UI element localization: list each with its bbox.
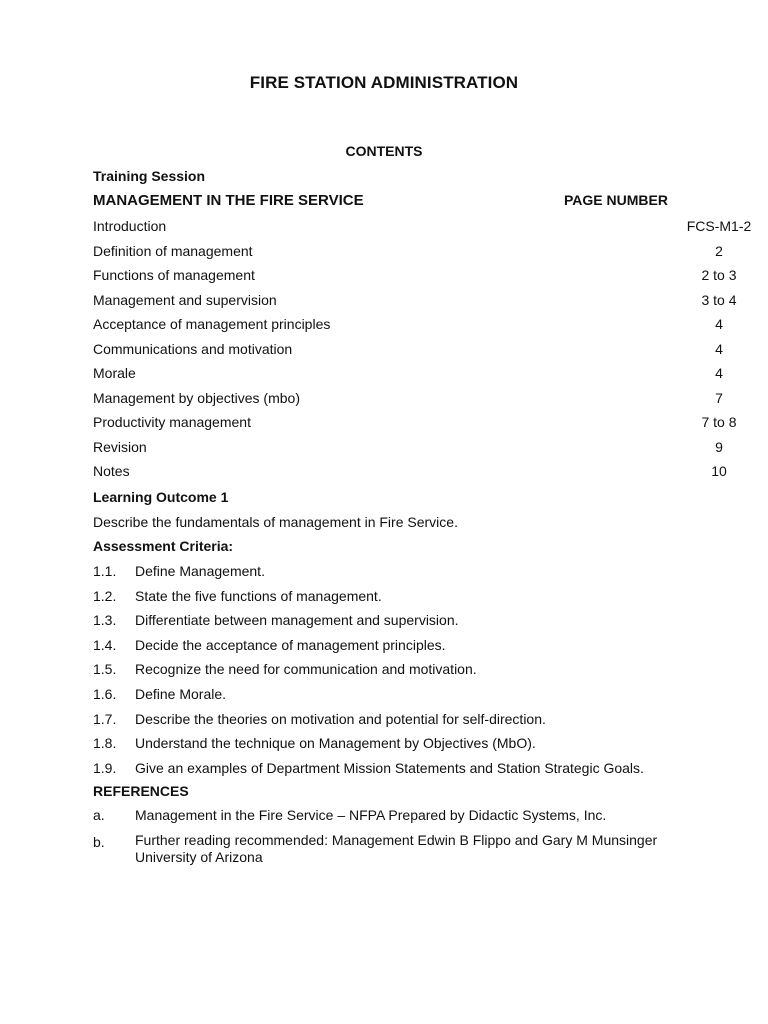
toc-entry-page: 4 — [715, 340, 723, 357]
list-item — [93, 832, 693, 872]
item-text: Understand the technique on Management by Objectives (MbO). — [135, 735, 536, 752]
section-title: MANAGEMENT IN THE FIRE SERVICE — [93, 192, 364, 209]
toc-entry-title: Management by objectives (mbo) — [93, 389, 300, 406]
item-text: Define Management. — [135, 563, 265, 579]
toc-entry-page: 9 — [715, 438, 723, 455]
training-session-label: Training Session — [93, 168, 206, 184]
list-item — [93, 661, 693, 686]
item-number: 1.2. — [93, 587, 117, 604]
item-text: Further reading recommended: Management Edwin B Flippo and Gary M Munsinger University of Arizona — [135, 831, 658, 865]
item-text: Decide the acceptance of management principles. — [135, 636, 446, 653]
item-text: Give an examples of Department Mission Statements and Station Strategic Goals. — [135, 759, 644, 776]
toc-entry-page: 4 — [715, 365, 723, 381]
toc-row — [93, 316, 723, 341]
toc-entry-title: Management and supervision — [93, 291, 277, 308]
toc-row — [93, 365, 723, 390]
list-item — [93, 735, 693, 760]
toc-entry-page: 4 — [715, 316, 723, 332]
item-text: Management in the Fire Service – NFPA Prepared by Didactic Systems, Inc. — [135, 807, 607, 823]
toc-entry-title: Introduction — [93, 218, 167, 234]
item-text: State the five functions of management. — [135, 587, 382, 604]
references-heading: REFERENCES — [93, 783, 189, 799]
item-text: Differentiate between management and supervision. — [135, 612, 459, 629]
list-item — [93, 760, 693, 785]
list-item — [93, 807, 693, 832]
contents-heading: CONTENTS — [345, 143, 423, 159]
toc-entry-title: Notes — [93, 463, 130, 479]
item-number: 1.9. — [93, 759, 117, 776]
toc-entry-title: Revision — [93, 438, 147, 455]
toc-entry-title: Productivity management — [93, 414, 251, 430]
item-number: 1.6. — [93, 685, 117, 702]
toc-row — [93, 414, 737, 439]
references-list — [93, 807, 693, 872]
toc-row — [93, 218, 752, 243]
list-item — [93, 612, 693, 637]
toc-entry-page: 7 — [715, 389, 723, 406]
toc-row — [93, 389, 723, 415]
toc-row — [93, 242, 723, 268]
list-item — [93, 563, 693, 588]
item-letter: b. — [93, 833, 105, 850]
learning-outcome-text: Describe the fundamentals of management in Fire Service. — [93, 514, 458, 530]
item-number: 1.4. — [93, 636, 117, 653]
list-item — [93, 637, 693, 662]
toc-entry-title: Functions of management — [93, 267, 255, 283]
item-text: Recognize the need for communication and motivation. — [135, 661, 477, 678]
toc-entry-page: FCS-M1-2 — [686, 218, 752, 234]
assessment-criteria-list — [93, 563, 693, 784]
list-item — [93, 711, 693, 736]
toc-row — [93, 291, 737, 317]
document-title: FIRE STATION ADMINISTRATION — [249, 73, 519, 92]
toc-entry-title: Morale — [93, 365, 136, 381]
item-number: 1.7. — [93, 710, 117, 727]
item-letter: a. — [93, 807, 105, 823]
toc-entry-title: Definition of management — [93, 242, 253, 259]
item-text: Describe the theories on motivation and potential for self-direction. — [135, 710, 546, 727]
toc-entry-title: Communications and motivation — [93, 340, 293, 357]
item-text: Define Morale. — [135, 685, 227, 702]
toc-entry-page: 10 — [711, 463, 727, 479]
toc-entry-page: 2 — [715, 242, 723, 259]
item-number: 1.8. — [93, 735, 117, 752]
toc-entry-title: Acceptance of management principles — [93, 316, 331, 332]
toc-entry-page: 3 to 4 — [701, 291, 737, 308]
toc-row — [93, 438, 723, 464]
item-number: 1.3. — [93, 612, 117, 629]
item-number: 1.5. — [93, 661, 117, 678]
toc-entry-page: 7 to 8 — [701, 414, 737, 430]
table-of-contents — [93, 218, 752, 488]
toc-row — [93, 267, 737, 292]
toc-entry-page: 2 to 3 — [701, 267, 737, 283]
list-item — [93, 686, 693, 711]
page-number-header: PAGE NUMBER — [564, 192, 668, 208]
assessment-criteria-heading: Assessment Criteria: — [93, 538, 234, 554]
item-number: 1.1. — [93, 563, 117, 579]
list-item — [93, 588, 693, 613]
toc-row — [93, 463, 727, 488]
toc-row — [93, 340, 723, 366]
learning-outcome-heading: Learning Outcome 1 — [93, 489, 229, 505]
